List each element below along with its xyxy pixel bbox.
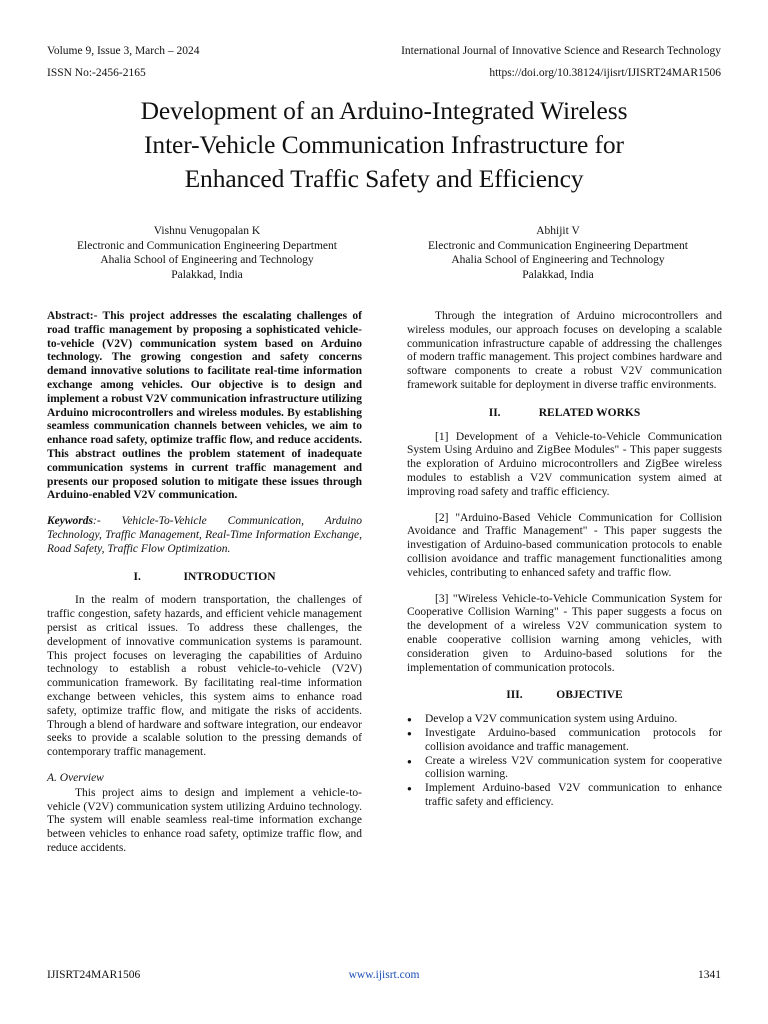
section-heading-related-works bbox=[407, 407, 722, 421]
section-number: I. bbox=[133, 570, 141, 583]
author-department: Electronic and Communication Engineering Department bbox=[428, 239, 688, 252]
section-title: RELATED WORKS bbox=[538, 406, 641, 419]
author-name: Vishnu Venugopalan K bbox=[153, 225, 261, 237]
left-column bbox=[47, 310, 362, 856]
author-name: Abhijit V bbox=[536, 225, 580, 237]
subsection-heading-overview: A. Overview bbox=[47, 771, 104, 784]
author-block-1 bbox=[37, 224, 377, 282]
abstract-text: Abstract:- This project addresses the escalating challenges of road traffic management by proposing a sophisticated vehicle-to-vehicle (V2V) communication system based on Arduino technology. The growing congestion and safety concerns demand innovative solutions to facilitate real-time information exchange among vehicles. Our objective is to design and implement a robust V2V communication infrastructure utilizing Arduino microcontrollers and wireless modules. By establishing seamless communication channels between vehicles, we aim to enhance road safety, optimize traffic flow, and reduce accidents. This abstract outlines the problem statement of inadequate communication systems in current traffic management and presents our proposed solution to mitigate these issues through Arduino-enabled V2V communication. bbox=[47, 310, 362, 502]
section-title: INTRODUCTION bbox=[183, 570, 276, 583]
related-work-item: [2] "Arduino-Based Vehicle Communication for Collision Avoidance and Traffic Management" - This paper suggests the investigation of Arduino-based communication protocols to enable collision avoidance and traffic management functionalities among vehicles, contributing to enhanced safety and traffic flow. bbox=[407, 511, 722, 579]
header-journal: International Journal of Innovative Science and Research Technology bbox=[401, 45, 721, 57]
overview-paragraph: This project aims to design and implement a vehicle-to-vehicle (V2V) communication system utilizing Arduino technology. The system will enable seamless real-time information exchange between vehicles to enhance road safety, optimize traffic flow, and reduce accidents. bbox=[47, 786, 362, 854]
header-doi-link[interactable]: https://doi.org/10.38124/ijisrt/IJISRT24MAR1506 bbox=[489, 67, 721, 79]
objective-item: ● Implement Arduino-based V2V communication to enhance traffic safety and efficiency. bbox=[407, 782, 722, 810]
footer-website[interactable]: www.ijisrt.com bbox=[348, 969, 420, 981]
title-line-1: Development of an Arduino-Integrated Wireless bbox=[140, 96, 628, 125]
section-title: OBJECTIVE bbox=[556, 689, 623, 702]
footer-page-number: 1341 bbox=[698, 969, 721, 981]
introduction-paragraph: In the realm of modern transportation, the challenges of traffic congestion, safety hazards, and efficient vehicle management persist as critical issues. To address these challenges, the development of innovative communication systems is paramount. This project focuses on leveraging the capabilities of Arduino technology to establish a robust vehicle-to-vehicle (V2V) communication framework. By facilitating real-time information exchange between vehicles, this system aims to enhance road safety, optimize traffic flow, and mitigate the risks of accidents. Through a blend of hardware and software integration, our endeavor seeks to provide a scalable solution to the pressing demands of contemporary traffic management. bbox=[47, 594, 362, 759]
objective-item: ● Develop a V2V communication system using Arduino. bbox=[407, 713, 722, 727]
paper-title bbox=[0, 94, 768, 196]
section-heading-introduction bbox=[47, 571, 362, 585]
title-line-2: Inter-Vehicle Communication Infrastructure for bbox=[144, 130, 624, 159]
author-location: Palakkad, India bbox=[522, 268, 594, 281]
objective-item: ● Create a wireless V2V communication system for cooperative collision warning. bbox=[407, 755, 722, 783]
author-school: Ahalia School of Engineering and Technology bbox=[451, 254, 665, 266]
right-column bbox=[407, 310, 722, 810]
keywords-text: :- Vehicle-To-Vehicle Communication, Arduino Technology, Traffic Management, Real-Time Information Exchange, Road Safety, Traffic Flow Optimization. bbox=[47, 515, 362, 555]
author-location: Palakkad, India bbox=[171, 268, 243, 281]
related-work-item: [3] "Wireless Vehicle-to-Vehicle Communication System for Cooperative Collision Warning" - This paper suggests a focus on the development of a wireless V2V communication system to enable cooperative collision warning among vehicles, with consideration given to Arduino-based solutions for the implementation of communication protocols. bbox=[407, 592, 722, 674]
section-number: III. bbox=[506, 689, 523, 702]
author-school: Ahalia School of Engineering and Technology bbox=[100, 254, 314, 266]
footer-website-link bbox=[0, 968, 768, 982]
header-volume: Volume 9, Issue 3, March – 2024 bbox=[47, 45, 200, 57]
right-intro-paragraph: Through the integration of Arduino microcontrollers and wireless modules, our approach focuses on developing a scalable communication infrastructure capable of addressing the challenges of modern traffic management. This project combines hardware and software components to create a robust V2V communication framework suitable for deployment in diverse traffic environments. bbox=[407, 310, 722, 391]
section-number: II. bbox=[488, 406, 501, 419]
header-issn: ISSN No:-2456-2165 bbox=[47, 67, 146, 79]
author-block-2 bbox=[388, 224, 728, 282]
keywords-label: Keywords bbox=[47, 515, 93, 528]
section-heading-objective bbox=[407, 689, 722, 703]
title-line-3: Enhanced Traffic Safety and Efficiency bbox=[184, 164, 584, 193]
related-work-item: [1] Development of a Vehicle-to-Vehicle Communication System Using Arduino and ZigBee Modules" - This paper suggests the exploration of Arduino microcontrollers and ZigBee wireless modules to establish a V2V communication system aimed at improving road safety and traffic efficiency. bbox=[407, 430, 722, 498]
objective-item: ● Investigate Arduino-based communication protocols for collision avoidance and traffic management. bbox=[407, 727, 722, 755]
footer-paper-id: IJISRT24MAR1506 bbox=[47, 969, 141, 981]
author-department: Electronic and Communication Engineering Department bbox=[77, 239, 337, 252]
keywords bbox=[47, 515, 362, 556]
objective-list bbox=[407, 713, 722, 810]
